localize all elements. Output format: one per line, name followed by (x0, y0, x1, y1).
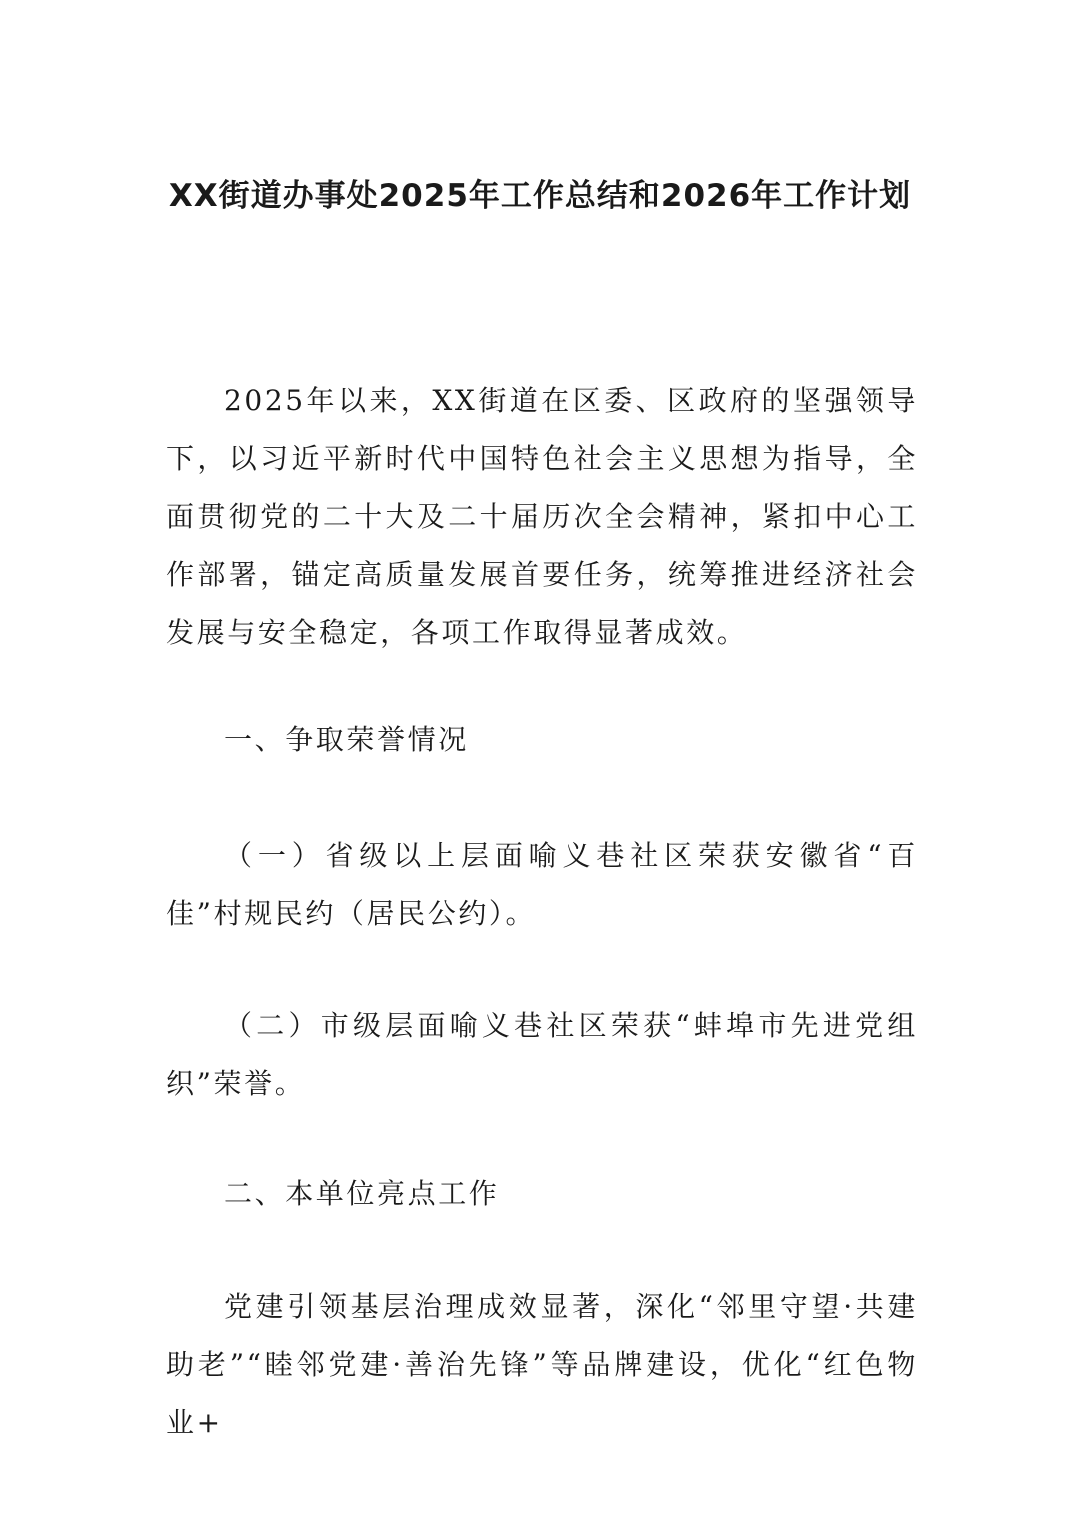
honor-provincial-paragraph: （一）省级以上层面喻义巷社区荣获安徽省“百佳”村规民约（居民公约）。 (166, 839, 918, 930)
highlights-paragraph: 党建引领基层治理成效显著，深化“邻里守望·共建助老”“睦邻党建·善治先锋”等品牌建设，优化“红色物业+ (166, 1290, 918, 1439)
intro-paragraph: 2025年以来，XX街道在区委、区政府的坚强领导下，以习近平新时代中国特色社会主义思想为指导，全面贯彻党的二十大及二十届历次全会精神，紧扣中心工作部署，锚定高质量发展首要任务，统筹推进经济社会发展与安全稳定，各项工作取得显著成效。 (166, 384, 918, 649)
document-title: XX街道办事处2025年工作总结和2026年工作计划 (168, 178, 912, 214)
honor-municipal-paragraph: （二）市级层面喻义巷社区荣获“蚌埠市先进党组织”荣誉。 (166, 1009, 918, 1100)
section-heading-highlights: 二、本单位亮点工作 (224, 1177, 500, 1210)
section-heading-honors: 一、争取荣誉情况 (224, 723, 469, 756)
